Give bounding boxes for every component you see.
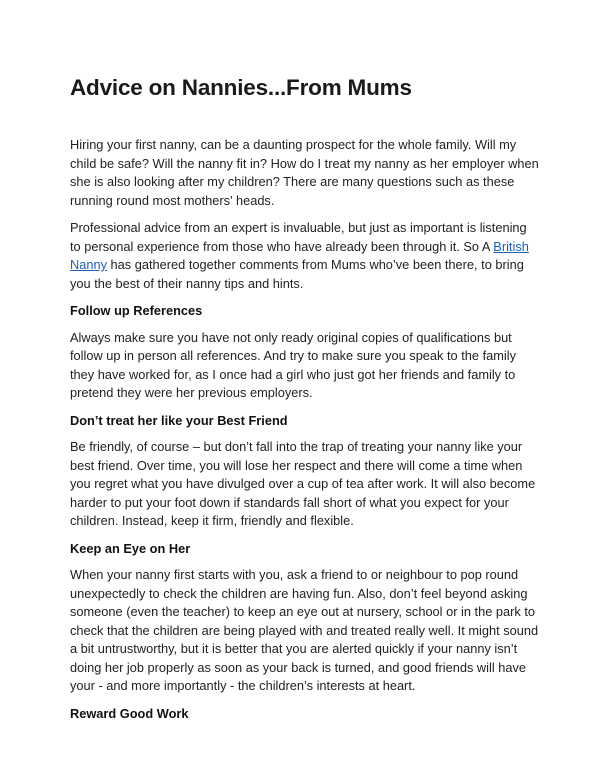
intro-paragraph-1: Hiring your first nanny, can be a daunting prospect for the whole family. Will my child be safe? Will the nanny fit in? How do I treat my nanny as her employer when she is also looking after my children? There are many questions such as these running round most mothers’ heads. <box>70 137 539 208</box>
intro-paragraph-2 <box>70 219 540 293</box>
section-heading-best-friend: Don’t treat her like your Best Friend <box>70 412 288 428</box>
section-heading-references: Follow up References <box>70 303 203 318</box>
article-body <box>70 136 540 731</box>
british-nanny-link[interactable]: British Nanny <box>70 238 529 272</box>
intro-p2-before: Professional advice from an expert is invaluable, but just as important is listening to personal experience from those who have already been through it. So A <box>70 220 527 254</box>
section-body-references: Always make sure you have not only ready original copies of qualifications but follow up in person all references. And try to make sure you speak to the family they have worked for, as I once had a girl who just got her friends and family to pretend they were her previous employers. <box>70 329 516 400</box>
intro-p2-after: has gathered together comments from Mums who’ve been there, to bring you the best of their nanny tips and hints. <box>70 257 524 291</box>
section-heading-keep-eye: Keep an Eye on Her <box>70 540 191 556</box>
section-body-best-friend: Be friendly, of course – but don’t fall into the trap of treating your nanny like your best friend. Over time, you will lose her respect and there will come a time when you regret what you have divulged over a cup of tea after work. It will also become harder to put your foot down if standards fall short of what you expect for your children. Instead, keep it firm, friendly and flexible. <box>70 439 536 528</box>
page-title: Advice on Nannies...From Mums <box>70 75 412 100</box>
section-heading-reward: Reward Good Work <box>70 705 189 721</box>
section-body-keep-eye: When your nanny first starts with you, ask a friend to or neighbour to pop round unexpectedly to check the children are having fun. Also, don’t feel beyond asking someone (even the teacher) to keep an eye out at nursery, school or in the park to check that the children are being played with and treated really well. It might sound a bit untrustworthy, but it is better that you are alerted quickly if your nanny isn’t doing her job properly as soon as your back is turned, and good friends will have your - and more importantly - the children’s interests at heart. <box>70 567 539 693</box>
